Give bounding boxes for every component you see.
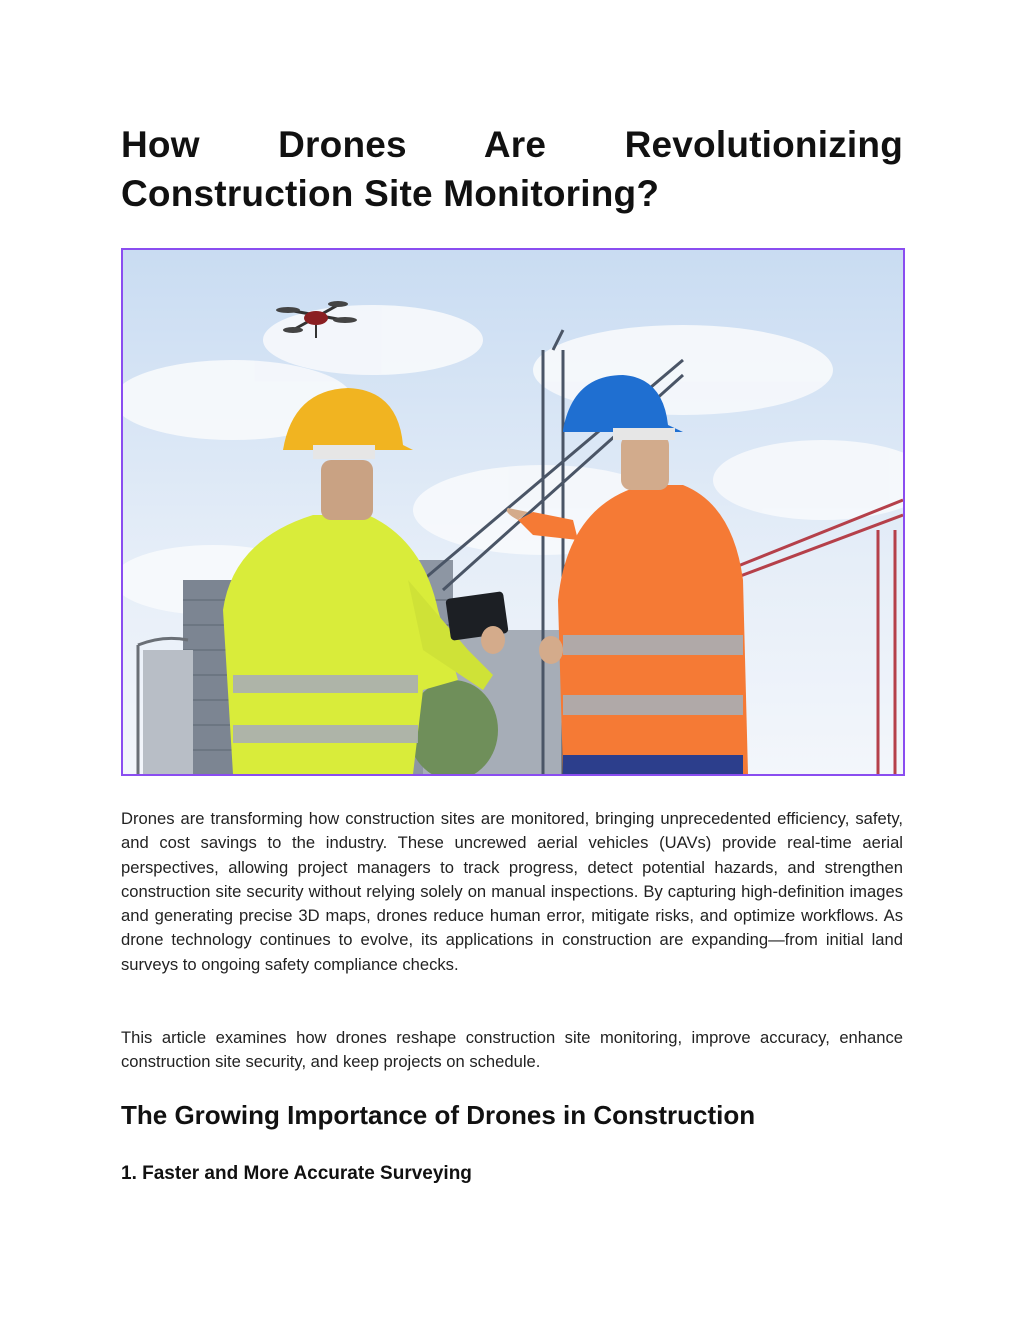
article-title-line-2: Construction Site Monitoring? — [121, 173, 660, 214]
subsection-heading: 1. Faster and More Accurate Surveying — [121, 1163, 472, 1184]
article-title — [121, 120, 903, 218]
summary-paragraph: This article examines how drones reshape construction site monitoring, improve accuracy, enhance construction site security, and keep projects on schedule. — [121, 1028, 903, 1072]
article-title-line-1: How Drones Are Revolutionizing — [121, 124, 903, 165]
intro-paragraph: Drones are transforming how construction sites are monitored, bringing unprecedented efficiency, safety, and cost savings to the industry. These uncrewed aerial vehicles (UAVs) provide real-time aerial perspectives, allowing project managers to track progress, detect potential hazards, and strengthen construction site security without relying solely on manual inspections. By capturing high-definition images and generating precise 3D maps, drones reduce human error, mitigate risks, and optimize workflows. As drone technology continues to evolve, its applications in construction are expanding—from initial land surveys to ongoing safety compliance checks. — [121, 809, 903, 974]
hero-image — [121, 248, 905, 776]
construction-workers-drone-illustration — [123, 250, 903, 774]
section-heading: The Growing Importance of Drones in Construction — [121, 1100, 756, 1130]
